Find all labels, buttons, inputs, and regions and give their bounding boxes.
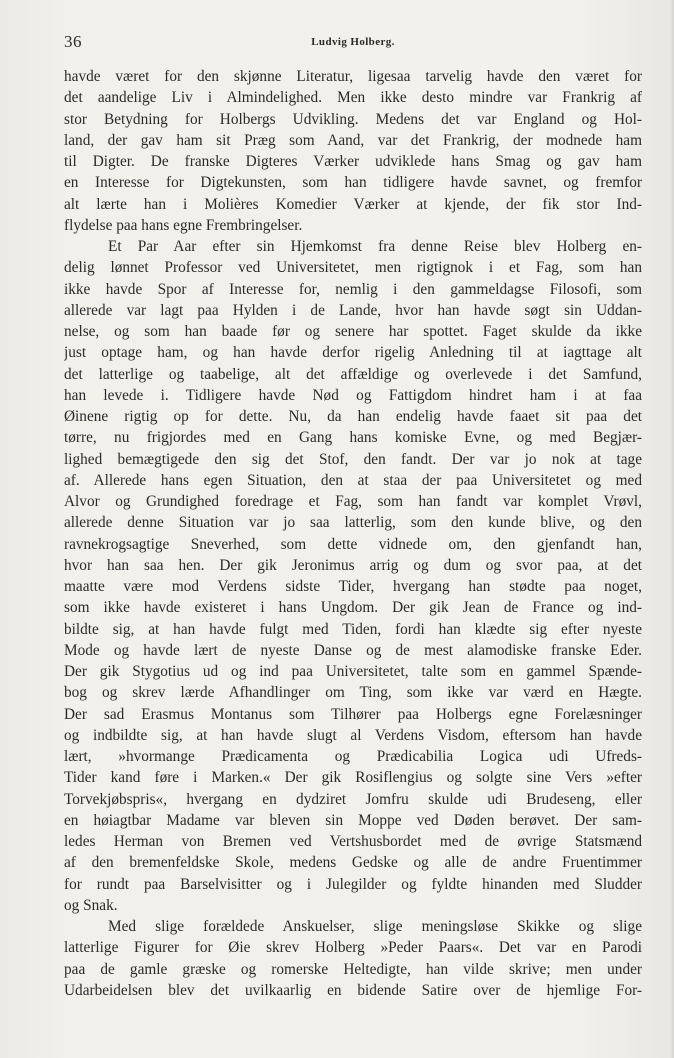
text-line: ledes Herman von Bremen ved Vertshusbordet med de øvrige Statsmænd xyxy=(64,833,642,850)
text-line: allerede denne Situation var jo saa latterlig, som den kunde blive, og den xyxy=(64,514,642,532)
text-line: bildte sig, at han havde fulgt med Tiden, fordi han klædte sig efter nyeste xyxy=(64,620,642,638)
text-line: det latterlige og taabelige, alt det affældige og overlevede i det Samfund, xyxy=(64,365,642,383)
text-line: bog og skrev lærde Afhandlinger om Ting, som ikke var værd en Hægte. xyxy=(64,684,642,702)
text-line: Mode og havde lært de nyeste Danse og de mest alamodiske franske Eder. xyxy=(64,641,642,659)
text-line: han levede i. Tidligere havde Nød og Fattigdom hindret ham i at faa xyxy=(64,386,642,404)
text-line: paa de gamle græske og romerske Heltedigte, han vilde skrive; men under xyxy=(64,960,642,978)
page-edge xyxy=(670,0,674,1058)
text-line: Øinene rigtig op for dette. Nu, da han endelig havde faaet sit paa det xyxy=(64,408,642,425)
text-line: for rundt paa Barselvisitter og i Julegilder og fyldte hinanden med Sludder xyxy=(64,875,642,893)
text-line: det aandelige Liv i Almindelighed. Men ikke desto mindre var Frankrig af xyxy=(64,89,642,107)
text-line: Udarbeidelsen blev det uvilkaarlig en bidende Satire over de hjemlige For- xyxy=(64,981,642,999)
text-line: delig lønnet Professor ved Universitetet, men rigtignok i et Fag, som han xyxy=(64,259,642,277)
text-line: havde været for den skjønne Literatur, ligesaa tarvelig havde den været for xyxy=(64,68,642,85)
text-line: land, der gav ham sit Præg som Aand, var det Frankrig, der modnede ham xyxy=(64,131,642,149)
text-line: just optage ham, og han havde derfor rigelig Anledning til at iagttage alt xyxy=(64,344,642,362)
text-line: ravnekrogsagtige Sneverhed, som dette vidnede om, den gjenfandt han, xyxy=(64,535,642,553)
text-line: flydelse paa hans egne Frembringelser. xyxy=(64,216,303,234)
text-line: af den bremenfeldske Skole, medens Gedske og alle de andre Fruentimmer xyxy=(64,854,642,872)
page-header xyxy=(64,32,642,56)
text-line: Et Par Aar efter sin Hjemkomst fra denne Reise blev Holberg en- xyxy=(108,238,642,255)
text-line: en høiagtbar Madame var bleven sin Moppe ved Døden berøvet. Der sam- xyxy=(64,811,642,829)
text-line: Der gik Stygotius ud og ind paa Universitetet, talte som en gammel Spænde- xyxy=(64,663,642,680)
text-line: lighed bemægtigede den sig det Stof, den fandt. Der var jo nok at tage xyxy=(64,450,642,468)
text-line: og indbildte sig, at han havde slugt al Verdens Visdom, eftersom han havde xyxy=(64,726,642,744)
text-line: maatte være mod Verdens sidste Tider, hvergang han stødte paa noget, xyxy=(64,578,642,595)
text-line: alt lærte han i Molières Komedier Værker at kjende, der fik stor Ind- xyxy=(64,195,642,213)
text-line: lært, »hvormange Prædicamenta og Prædicabilia Logica udi Ufreds- xyxy=(64,748,642,765)
text-line: tørre, nu frigjordes med en Gang hans komiske Evne, og med Begjær- xyxy=(64,429,642,447)
text-line: latterlige Figurer for Øie skrev Holberg »Peder Paars«. Det var en Parodi xyxy=(64,939,642,957)
page-number: 36 xyxy=(64,32,82,51)
text-line: som ikke havde existeret i hans Ungdom. Der gik Jean de France og ind- xyxy=(64,599,642,617)
text-line: en Interesse for Digtekunsten, som han tidligere havde savnet, og fremfor xyxy=(64,174,642,192)
text-line: Tider kand føre i Marken.« Der gik Rosiflengius og solgte sine Vers »efter xyxy=(64,769,642,787)
text-line: allerede var lagt paa Hylden i de Lande, hvor han havde søgt sin Uddan- xyxy=(64,301,642,319)
running-head: Ludvig Holberg. xyxy=(311,36,395,48)
text-line: Med slige forældede Anskuelser, slige meningsløse Skikke og slige xyxy=(108,918,642,935)
text-line: ikke havde Spor af Interesse for, nemlig i den gammeldagse Filosofi, som xyxy=(64,280,642,298)
body-text xyxy=(64,66,642,1001)
text-line: nelse, og som han baade før og senere har spottet. Faget skulde da ikke xyxy=(64,323,642,340)
text-line: til Digter. De franske Digteres Værker udviklede hans Smag og gav ham xyxy=(64,153,642,170)
text-line: og Snak. xyxy=(64,896,118,914)
text-line: stor Betydning for Holbergs Udvikling. Medens det var England og Hol- xyxy=(64,110,642,128)
text-line: hvor han saa hen. Der gik Jeronimus arrig og dum og svor paa, at det xyxy=(64,556,642,574)
text-line: Alvor og Grundighed foredrage et Fag, som han fandt var komplet Vrøvl, xyxy=(64,493,642,510)
text-line: Der sad Erasmus Montanus som Tilhører paa Holbergs egne Forelæsninger xyxy=(64,705,642,723)
text-line: af. Allerede hans egen Situation, den at staa der paa Universitetet og med xyxy=(64,471,642,489)
text-line: Torvekjøbspris«, hvergang en dydziret Jomfru skulde udi Brudeseng, eller xyxy=(64,790,642,808)
